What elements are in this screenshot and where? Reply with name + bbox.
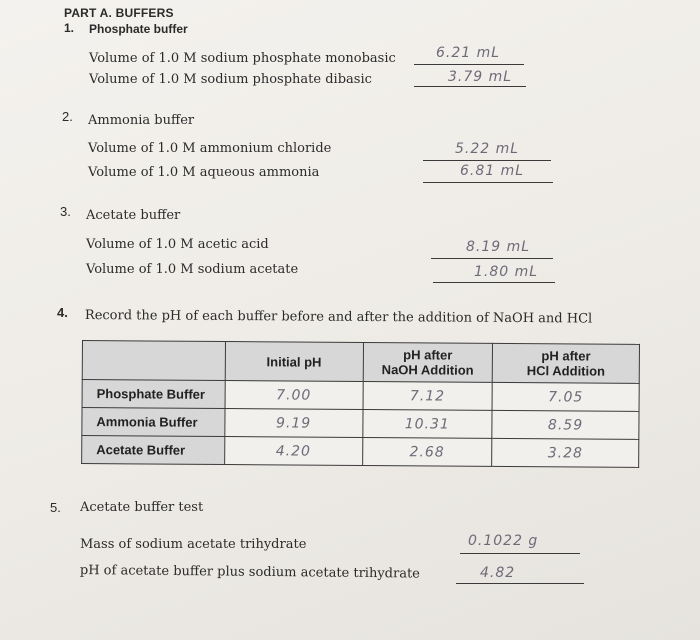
value-handwritten: 7.05 [548,388,584,406]
q1-title: Phosphate buffer [89,22,188,36]
q5-line2-underline [456,583,584,584]
q1-line1-answer: 6.21 mL [436,45,501,61]
header-blank-cell [82,341,225,381]
q2-line2-label: Volume of 1.0 M aqueous ammonia [88,165,320,180]
q5-line1-underline [460,553,580,554]
q5-line2-label: pH of acetate buffer plus sodium acetate trihydrate [79,563,420,582]
value-handwritten: 2.68 [409,443,445,461]
q2-line1-label: Volume of 1.0 M ammonium chloride [88,141,332,156]
q3-number: 3. [60,204,71,219]
cell-initial-ph [225,408,363,437]
row-label: Ammonia Buffer [82,408,225,437]
cell-hcl-ph [492,410,639,439]
q2-line2-answer: 6.81 mL [460,163,525,179]
value-handwritten: 4.20 [275,442,312,460]
q1-line2-answer: 3.79 mL [448,69,513,85]
cell-hcl-ph [492,382,639,411]
q3-line2-label: Volume of 1.0 M sodium acetate [86,262,299,277]
q2-title: Ammonia buffer [88,113,195,128]
q1-line1-underline [414,64,524,65]
ph-results-table [81,340,640,468]
q5-line1-answer: 0.1022 g [468,533,539,549]
q3-line2-answer: 1.80 mL [474,264,539,280]
header-initial-ph: Initial pH [225,342,363,382]
q2-line2-underline [423,182,553,183]
value-handwritten: 9.19 [275,414,312,432]
q5-line2-answer: 4.82 [480,565,516,581]
q2-line1-underline [423,160,551,161]
cell-hcl-ph [492,438,639,467]
q2-line1-answer: 5.22 mL [455,141,520,157]
table-row [82,380,639,412]
header-ph-after-hcl: pH after HCl Addition [492,343,639,383]
q1-number: 1. [64,21,75,35]
table-header-row [82,341,639,384]
row-label: Acetate Buffer [82,436,225,465]
q4-title: Record the pH of each buffer before and after the addition of NaOH and HCl [84,308,593,327]
table-row [82,436,639,468]
q3-line1-label: Volume of 1.0 M acetic acid [86,237,269,252]
part-title: PART A. BUFFERS [64,6,174,20]
q1-line1-label: Volume of 1.0 M sodium phosphate monobasic [89,51,396,66]
header-ph-after-naoh: pH after NaOH Addition [363,342,493,382]
value-handwritten: 3.28 [547,444,583,461]
cell-naoh-ph [362,409,492,438]
q4-number: 4. [57,305,68,320]
cell-naoh-ph [362,437,492,466]
cell-initial-ph [225,380,363,409]
value-handwritten: 10.31 [404,415,450,433]
cell-naoh-ph [363,381,493,410]
q1-line2-underline [414,86,526,87]
q2-number: 2. [62,109,73,124]
row-label: Phosphate Buffer [82,380,225,409]
table-row [82,408,639,440]
q5-title: Acetate buffer test [80,500,204,515]
q1-line2-label: Volume of 1.0 M sodium phosphate dibasic [89,72,372,87]
cell-initial-ph [224,436,362,465]
q3-line2-underline [433,282,555,283]
value-handwritten: 7.00 [276,386,312,404]
value-handwritten: 7.12 [409,387,446,405]
q3-line1-underline [431,258,553,259]
q5-number: 5. [50,500,61,515]
q3-title: Acetate buffer [86,208,181,223]
value-handwritten: 8.59 [547,416,584,434]
q5-line1-label: Mass of sodium acetate trihydrate [80,537,307,552]
q3-line1-answer: 8.19 mL [466,239,531,255]
